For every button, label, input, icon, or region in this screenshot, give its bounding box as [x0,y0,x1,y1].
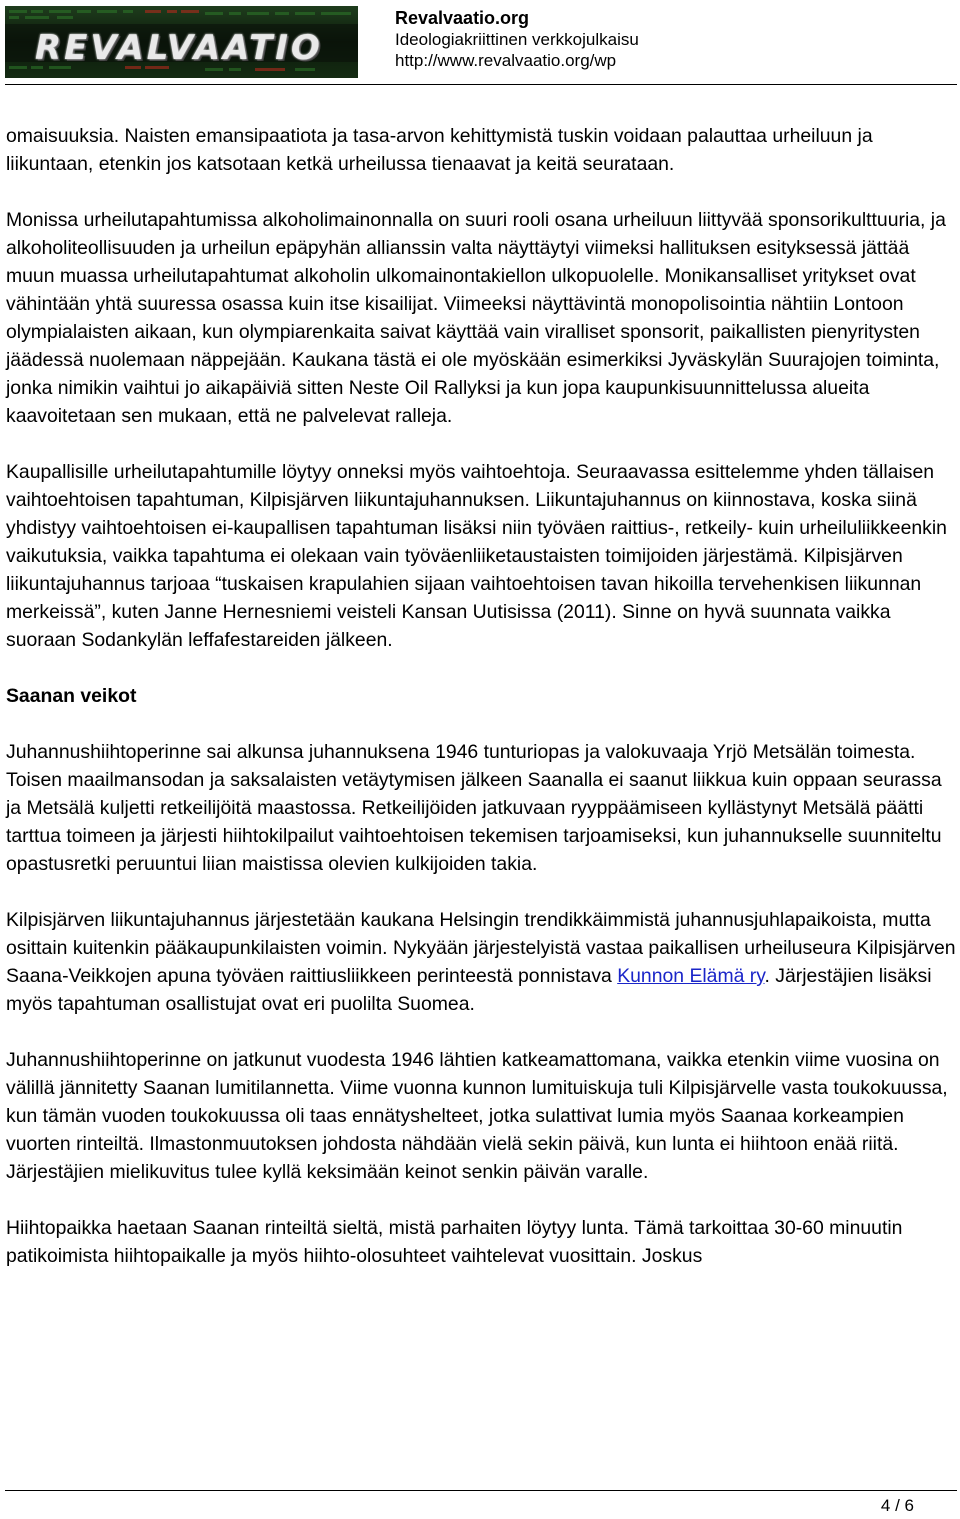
page-number: 4 / 6 [880,1496,914,1515]
paragraph-6: Juhannushiihtoperinne on jatkunut vuodesta 1946 lähtien katkeamattomana, vaikka etenkin viime vuosina on välillä jännitetty Saanan lumitilannetta. Viime vuonna kunnon lumituiskuja tuli Kilpisjärvelle vasta toukokuussa, kun tämän vuoden toukokuussa oli taas ennätyshelteet, jotka sulattivat lumia myös Saanaa korkeampien vuorten rinteiltä. Ilmastonmuutoksen johdosta nähdään vielä sekin päivä, kun lunta ei hiihtoon enää riitä. Järjestäjien mielikuvitus tulee kyllä keksimään keinot senkin päivän varalle. [6,1049,948,1183]
site-url: http://www.revalvaatio.org/wp [395,51,617,70]
site-tagline: Ideologiakriittinen verkkojulkaisu [395,30,639,49]
site-info [395,8,639,71]
article-body [6,122,956,1298]
revalvaatio-logo[interactable] [5,6,358,78]
header-divider [5,84,957,85]
logo-wordmark: REVALVAATIO [35,28,323,68]
paragraph-2: Monissa urheilutapahtumissa alkoholimainonnalla on suuri rooli osana urheiluun liittyvää sponsorikulttuuria, ja alkoholiteollisuuden ja urheilun epäpyhän allianssin valta näyttäytyi viimeksi hallituksen esityksessä jättää muun muassa urheilutapahtumat alkoholin ulkomainontakiellon ulkopuolelle. Monikansalliset yritykset ovat vähintään yhtä suuressa osassa kuin itse kisailijat. Viimeeksi näyttävintä monopolisointia nähtiin Lontoon olympialaisten aikaan, kun olympiarenkaita saivat käyttää vain viralliset sponsorit, paikallisten pienyritysten jäädessä nuolemaan näppejään. Kaukana tästä ei ole myöskään esimerkiksi Jyväskylän Suurajojen toiminta, jonka nimikin vaihtui jo aikapäiviä sitten Neste Oil Rallyksi ja kun jopa kaupunkisuunnittelussa alueita kaavoitetaan sen mukaan, että ne palvelevat ralleja. [6,209,946,427]
paragraph-4: Juhannushiihtoperinne sai alkunsa juhannuksena 1946 tunturiopas ja valokuvaaja Yrjö Metsälän toimesta. Toisen maailmansodan ja saksalaisten vetäytymisen jälkeen Saanalla ei saanut liikkua kuin oppaan seurassa ja Metsälä kuljetti retkeilijöitä maastossa. Retkeilijöiden jatkuvaan ryyppäämiseen kyllästynyt Metsälä päätti tarttua toimeen ja järjesti hiihtokilpailut vaihtoehtoisen tekemisen tarjoamiseksi, kun juhannukselle suunniteltu opastusretki peruuntui liian maistissa olevien kulkijoiden takia. [6,741,942,875]
paragraph-5-text-before: Kilpisjärven liikuntajuhannus järjestetään kaukana Helsingin trendikkäimmistä juhannusjuhlapaikoista, mutta osittain kuitenkin pääkaupunkilaisten voimin. Nykyään järjestelyistä vastaa paikallisen urheiluseura Kilpisjärven Saana-Veikkojen apuna työväen raittiusliikkeen perinteestä ponnistava [6,909,956,987]
paragraph-5 [6,906,956,1018]
paragraph-1: omaisuuksia. Naisten emansipaatiota ja tasa-arvon kehittymistä tuskin voidaan palauttaa urheiluun ja liikuntaan, etenkin jos katsotaan ketkä urheilussa tienaavat ja keitä seurataan. [6,125,873,175]
paragraph-3: Kaupallisille urheilutapahtumille löytyy onneksi myös vaihtoehtoja. Seuraavassa esittelemme yhden tällaisen vaihtoehtoisen tapahtuman, Kilpisjärven liikuntajuhannuksen. Liikuntajuhannus on kiinnostava, koska siinä yhdistyy vaihtoehtoisen ei-kaupallisen tapahtuman lisäksi niin työväen raittius-, retkeily- kuin urheiluliikkeenkin vaikutuksia, vaikka tapahtuma ei olekaan vain työväenliiketaustaisten toimijoiden järjestämä. Kilpisjärven liikuntajuhannus tarjoaa “tuskaisen krapulahien sijaan vaihtoehtoisen tavan hikoilla tervehenkisen liikunnan merkeissä”, kuten Janne Hernesniemi veisteli Kansan Uutisissa (2011). Sinne on hyvä suunnata vaikka suoraan Sodankylän leffafestareiden jälkeen. [6,461,947,651]
page-header [5,6,955,84]
site-title: Revalvaatio.org [395,8,530,28]
kunnon-elama-link[interactable]: Kunnon Elämä ry [617,965,765,987]
footer-divider [5,1490,957,1491]
paragraph-7: Hiihtopaikka haetaan Saanan rinteiltä sieltä, mistä parhaiten löytyy lunta. Tämä tarkoittaa 30-60 minuutin patikoimista hiihtopaikalle ja myös hiihto-olosuhteet vaihtelevat vuosittain. Joskus [6,1217,903,1267]
paragraph-5-text-after: . Järjestäjien lisäksi myös tapahtuman osallistujat ovat eri puolilta Suomea. [6,965,932,1015]
section-heading: Saanan veikot [6,685,137,707]
